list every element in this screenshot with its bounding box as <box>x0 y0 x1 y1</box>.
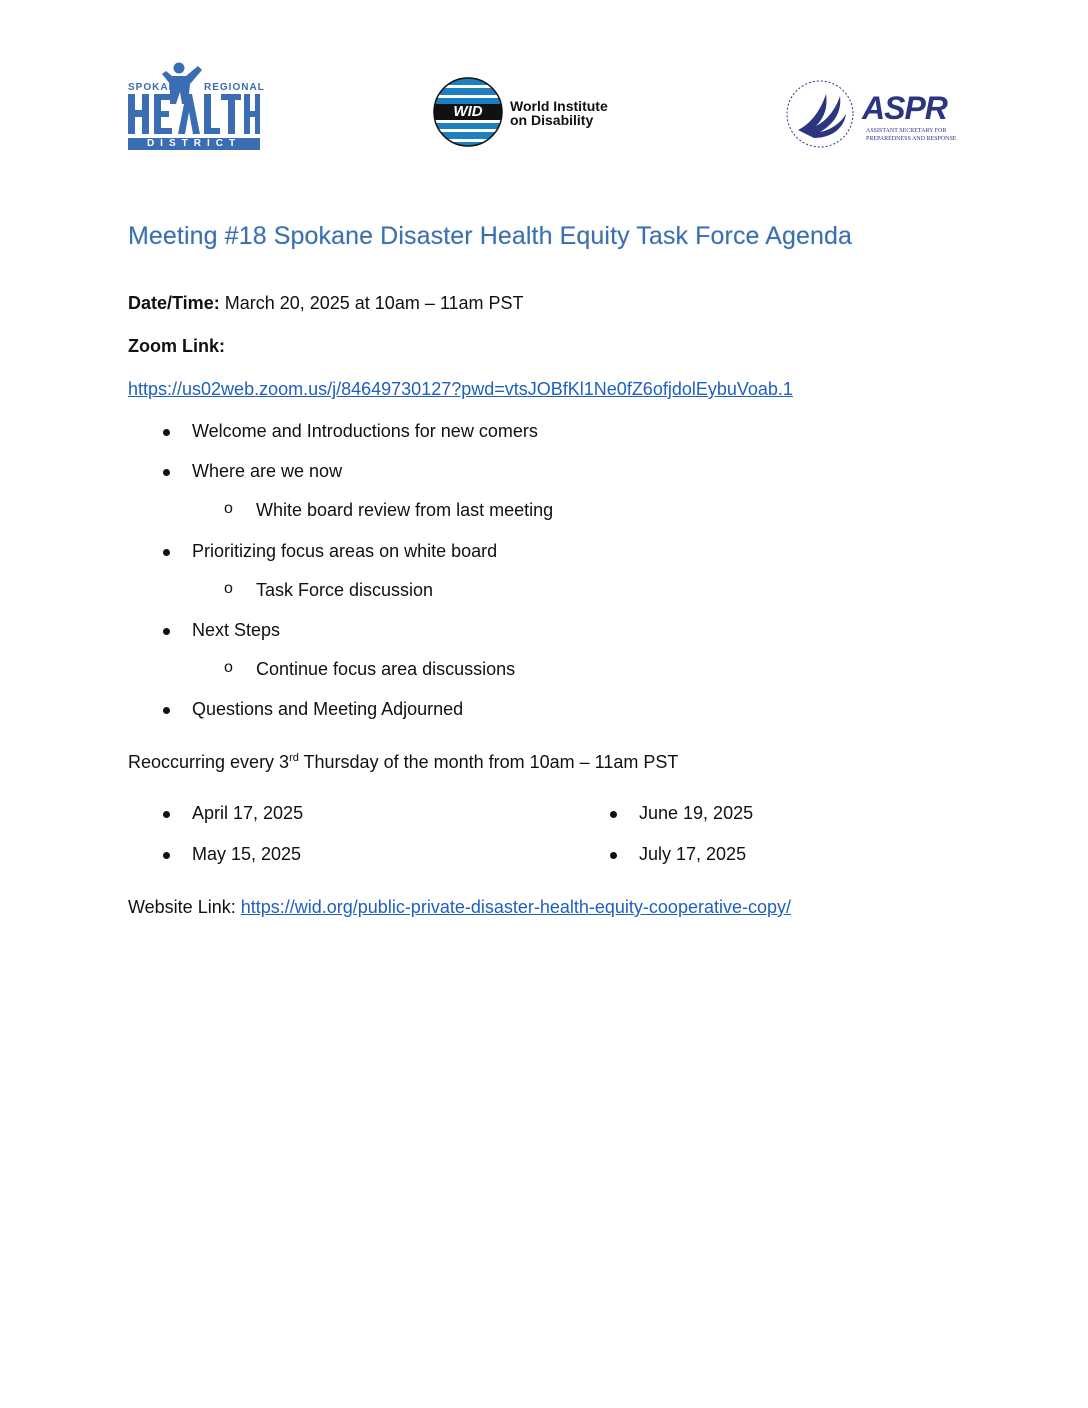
zoom-label: Zoom Link: <box>128 336 225 356</box>
bullet-icon <box>163 811 170 818</box>
circle-bullet-icon: o <box>224 500 233 517</box>
dates-list: April 17, 2025 May 15, 2025 June 19, 2025 July 17, 2025 <box>160 803 860 873</box>
bullet-icon <box>163 852 170 859</box>
zoom-link[interactable]: https://us02web.zoom.us/j/84649730127?pwd=vtsJOBfKl1Ne0fZ6ofjdolEybuVoab.1 <box>128 379 793 399</box>
wid-logo <box>432 76 622 150</box>
circle-bullet-icon: o <box>224 580 233 597</box>
bullet-icon <box>610 811 617 818</box>
datetime-label: Date/Time: <box>128 293 220 313</box>
srhd-spokane-text: SPOKANE <box>128 82 185 93</box>
bullet-icon <box>610 852 617 859</box>
wid-name-line2: on Disability <box>510 112 594 128</box>
zoom-label-line <box>128 336 225 357</box>
website-label: Website Link: <box>128 897 241 917</box>
page-title: Meeting #18 Spokane Disaster Health Equity Task Force Agenda <box>128 222 853 250</box>
bullet-icon <box>163 549 170 556</box>
circle-bullet-icon: o <box>224 659 233 676</box>
wid-mark-text: WID <box>453 103 483 120</box>
bullet-icon <box>163 707 170 714</box>
zoom-link-line <box>128 379 793 400</box>
aspr-mark-text: ASPR <box>862 90 947 126</box>
website-line <box>128 897 791 918</box>
bullet-icon <box>163 429 170 436</box>
srhd-district-text: DISTRICT <box>146 138 242 149</box>
recurring-line: Reoccurring every 3rd Thursday of the month from 10am – 11am PST <box>128 752 679 772</box>
bullet-icon <box>163 469 170 476</box>
agenda-list: Welcome and Introductions for new comers Where are we now o White board review from last meeting Prioritizing focus areas on white board o Task Force discussion Next Steps o Continue focus area discussions Questions and Meeting Adjourned <box>160 421 860 731</box>
srhd-logo <box>126 62 265 152</box>
srhd-regional-text: REGIONAL <box>204 82 265 93</box>
aspr-tagline-2: PREPAREDNESS AND RESPONSE <box>866 136 957 142</box>
website-link[interactable]: https://wid.org/public-private-disaster-health-equity-cooperative-copy/ <box>240 897 791 917</box>
aspr-logo <box>784 78 957 150</box>
aspr-tagline-1: ASSISTANT SECRETARY FOR <box>866 128 947 134</box>
wid-name-line1: World Institute <box>510 98 608 114</box>
datetime-value: March 20, 2025 at 10am – 11am PST <box>219 293 524 313</box>
datetime-line <box>128 293 524 314</box>
bullet-icon <box>163 628 170 635</box>
hhs-seal-icon <box>784 78 856 150</box>
